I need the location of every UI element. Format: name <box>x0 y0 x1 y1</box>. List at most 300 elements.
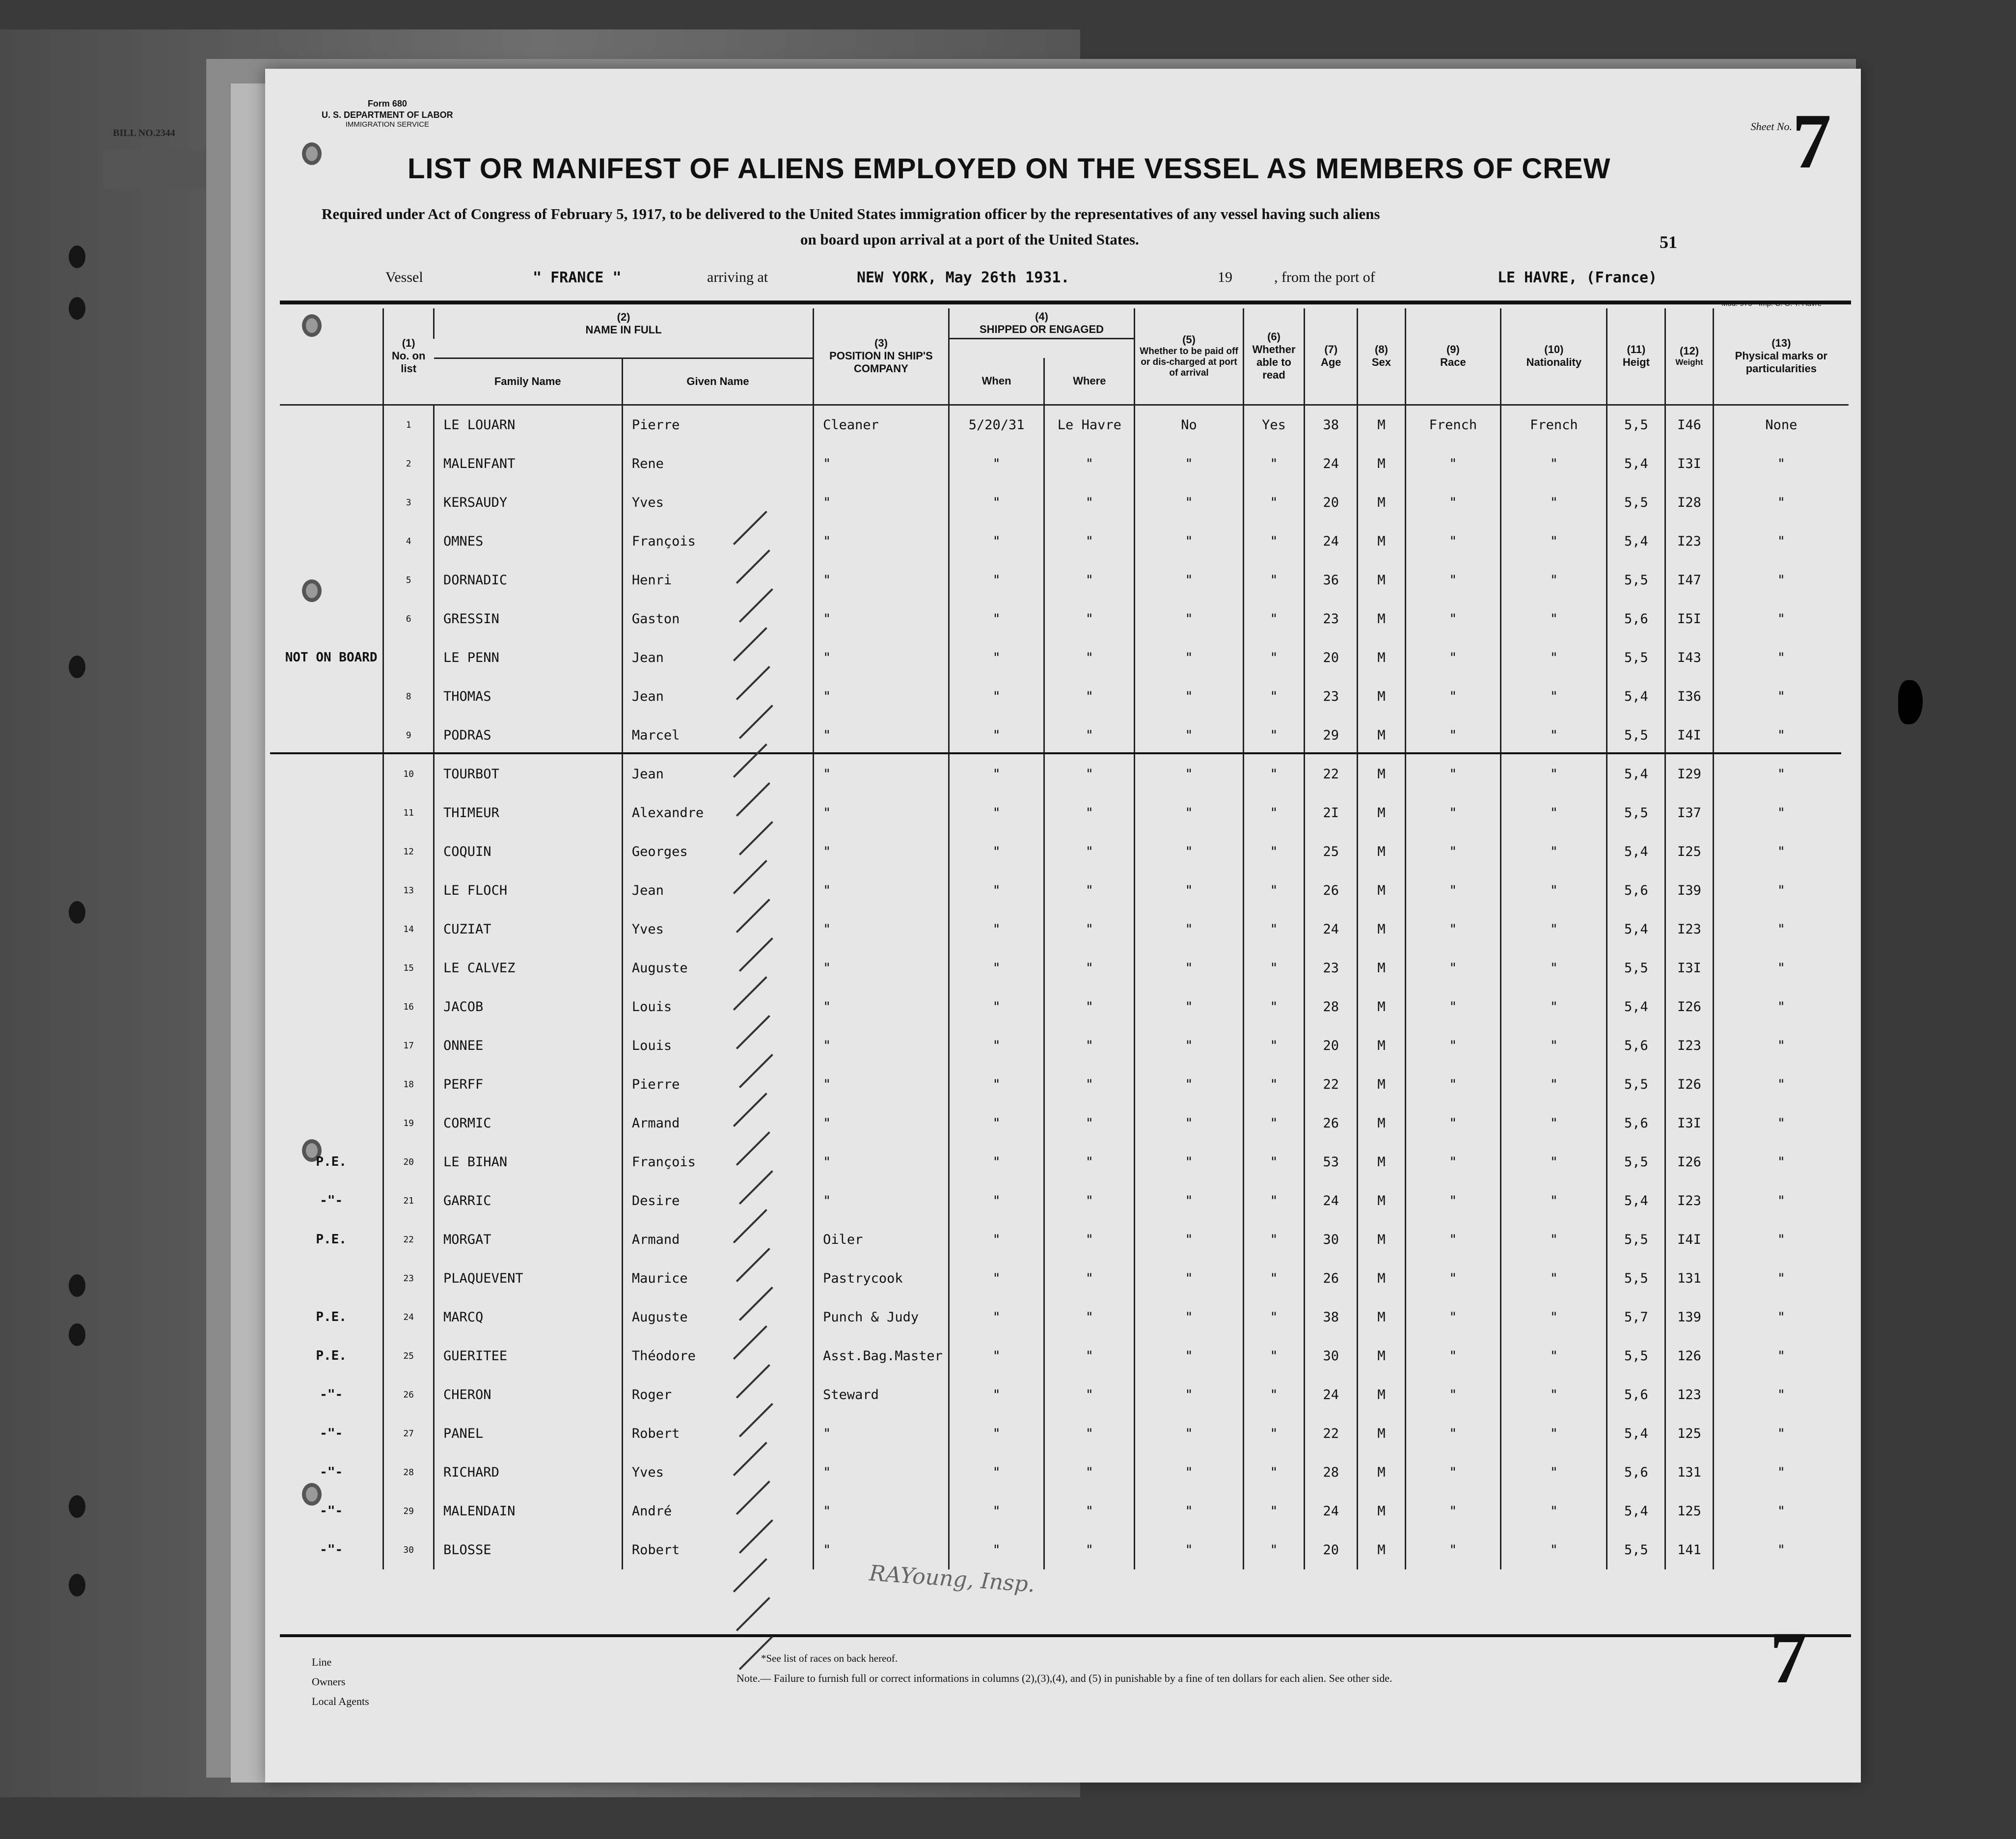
row-number-cell: 11 <box>383 794 434 832</box>
paid-off-cell: " <box>1135 600 1244 638</box>
able-to-read-cell: " <box>1243 910 1304 949</box>
physical-marks-cell: " <box>1713 1337 1849 1375</box>
race-cell: " <box>1405 1181 1501 1220</box>
margin-note-cell <box>280 794 383 832</box>
paid-off-cell: " <box>1135 949 1244 988</box>
position-cell: " <box>814 794 949 832</box>
race-cell: " <box>1405 910 1501 949</box>
able-to-read-cell: " <box>1243 1298 1304 1337</box>
position-cell: Steward <box>814 1375 949 1414</box>
sex-cell: M <box>1358 1298 1405 1337</box>
binder-hole <box>69 297 85 320</box>
family-name-cell: THOMAS <box>434 677 623 716</box>
weight-cell: I28 <box>1665 483 1713 522</box>
col-number-label: (12) <box>1679 345 1699 357</box>
shipped-where-cell: " <box>1044 1531 1135 1569</box>
row-number-cell: 28 <box>383 1453 434 1492</box>
crew-rows <box>280 405 1849 1569</box>
col-number-label: (1) <box>402 337 415 350</box>
paid-off-cell: " <box>1135 1181 1244 1220</box>
height-cell: 5,6 <box>1607 1104 1665 1143</box>
shipped-when-cell: " <box>949 949 1044 988</box>
col-label: Sex <box>1371 356 1391 369</box>
family-name-cell: PODRAS <box>434 716 623 755</box>
able-to-read-cell: " <box>1243 638 1304 677</box>
weight-cell: 123 <box>1665 1375 1713 1414</box>
given-name-cell: Robert <box>622 1414 813 1453</box>
given-name-cell: Théodore <box>622 1337 813 1375</box>
shipped-when-cell: " <box>949 1531 1044 1569</box>
paid-off-cell: " <box>1135 1104 1244 1143</box>
height-cell: 5,6 <box>1607 871 1665 910</box>
physical-marks-cell: " <box>1713 1453 1849 1492</box>
position-cell: " <box>814 1453 949 1492</box>
position-cell: " <box>814 871 949 910</box>
given-name-cell: Armand <box>622 1104 813 1143</box>
shipped-where-cell: " <box>1044 1143 1135 1181</box>
physical-marks-cell: " <box>1713 910 1849 949</box>
margin-note-cell: -"- <box>320 1504 343 1518</box>
table-row <box>280 988 1849 1026</box>
age-cell: 26 <box>1305 1259 1358 1298</box>
family-name-cell: GRESSIN <box>434 600 623 638</box>
sex-cell: M <box>1358 561 1405 600</box>
margin-note-cell <box>280 949 383 988</box>
weight-cell: 126 <box>1665 1337 1713 1375</box>
shipped-where-cell: " <box>1044 1337 1135 1375</box>
binder-hole <box>69 656 85 678</box>
age-cell: 24 <box>1305 444 1358 483</box>
family-name-cell: PERFF <box>434 1065 623 1104</box>
height-cell: 5,5 <box>1607 1065 1665 1104</box>
family-name-cell: OMNES <box>434 522 623 561</box>
row-number-cell: 30 <box>383 1531 434 1569</box>
weight-cell: I26 <box>1665 1143 1713 1181</box>
col-read-header <box>1243 308 1304 405</box>
paid-off-cell: " <box>1135 1065 1244 1104</box>
family-name-cell: MORGAT <box>434 1220 623 1259</box>
race-cell: " <box>1405 832 1501 871</box>
margin-header <box>280 308 383 405</box>
table-row <box>280 794 1849 832</box>
nationality-cell: " <box>1501 1453 1607 1492</box>
height-cell: 5,4 <box>1607 988 1665 1026</box>
shipped-where-cell: " <box>1044 1065 1135 1104</box>
table-row <box>280 1143 1849 1181</box>
col-paid-header <box>1135 308 1244 405</box>
physical-marks-cell: " <box>1713 444 1849 483</box>
sex-cell: M <box>1358 910 1405 949</box>
able-to-read-cell: " <box>1243 871 1304 910</box>
sex-cell: M <box>1358 1143 1405 1181</box>
nationality-cell: " <box>1501 871 1607 910</box>
paid-off-cell: " <box>1135 716 1244 755</box>
paid-off-cell: " <box>1135 832 1244 871</box>
weight-cell: I5I <box>1665 600 1713 638</box>
weight-cell: I23 <box>1665 910 1713 949</box>
physical-marks-cell: " <box>1713 1181 1849 1220</box>
weight-cell: I43 <box>1665 638 1713 677</box>
paid-off-cell: " <box>1135 638 1244 677</box>
check-mark <box>736 1597 770 1631</box>
sex-cell: M <box>1358 1181 1405 1220</box>
able-to-read-cell: " <box>1243 600 1304 638</box>
shipped-spacer <box>949 339 1134 358</box>
physical-marks-cell: " <box>1713 1026 1849 1065</box>
race-cell: " <box>1405 600 1501 638</box>
height-cell: 5,6 <box>1607 600 1665 638</box>
family-name-cell: TOURBOT <box>434 755 623 794</box>
able-to-read-cell: " <box>1243 755 1304 794</box>
footer-labels <box>312 1652 369 1711</box>
row-number-cell: 19 <box>383 1104 434 1143</box>
shipped-where-cell: " <box>1044 1298 1135 1337</box>
height-cell: 5,4 <box>1607 677 1665 716</box>
position-cell: " <box>814 522 949 561</box>
sex-cell: M <box>1358 1375 1405 1414</box>
physical-marks-cell: " <box>1713 1065 1849 1104</box>
shipped-when-cell: " <box>949 638 1044 677</box>
weight-cell: 139 <box>1665 1298 1713 1337</box>
margin-note-cell <box>280 755 383 794</box>
paid-off-cell: No <box>1135 405 1244 444</box>
table-row <box>280 561 1849 600</box>
height-cell: 5,4 <box>1607 832 1665 871</box>
position-cell: " <box>814 1414 949 1453</box>
race-cell: " <box>1405 561 1501 600</box>
col-label: Physical marks or particularities <box>1735 350 1827 375</box>
given-name-cell: François <box>622 522 813 561</box>
able-to-read-cell: " <box>1243 988 1304 1026</box>
shipped-when-cell: " <box>949 755 1044 794</box>
given-name-cell: Pierre <box>622 405 813 444</box>
paid-off-cell: " <box>1135 755 1244 794</box>
margin-note-cell <box>280 1104 383 1143</box>
vessel-label: Vessel <box>385 269 423 285</box>
bottom-sheet-number: 7 <box>1770 1617 1807 1699</box>
nationality-cell: " <box>1501 600 1607 638</box>
position-cell: " <box>814 444 949 483</box>
age-cell: 30 <box>1305 1220 1358 1259</box>
margin-note-cell <box>280 988 383 1026</box>
nationality-cell: " <box>1501 910 1607 949</box>
row-number-cell: 3 <box>383 483 434 522</box>
position-cell: " <box>814 755 949 794</box>
row-number-cell: 6 <box>383 600 434 638</box>
able-to-read-cell: " <box>1243 483 1304 522</box>
margin-note-cell <box>280 561 383 600</box>
height-cell: 5,5 <box>1607 561 1665 600</box>
age-cell: 2I <box>1305 794 1358 832</box>
table-row <box>280 1065 1849 1104</box>
sheet-total: 51 <box>1660 232 1677 252</box>
table-row <box>280 677 1849 716</box>
race-cell: " <box>1405 794 1501 832</box>
position-cell: " <box>814 1065 949 1104</box>
table-row <box>280 1492 1849 1531</box>
shipped-where-cell: " <box>1044 949 1135 988</box>
shipped-where-cell: " <box>1044 522 1135 561</box>
col-weight-header <box>1665 308 1713 405</box>
col-number-label: (13) <box>1771 337 1791 350</box>
sex-cell: M <box>1358 1259 1405 1298</box>
sex-cell: M <box>1358 1026 1405 1065</box>
paid-off-cell: " <box>1135 677 1244 716</box>
shipped-where-cell: " <box>1044 483 1135 522</box>
paid-off-cell: " <box>1135 561 1244 600</box>
margin-note-cell: -"- <box>320 1426 343 1441</box>
paid-off-cell: " <box>1135 1143 1244 1181</box>
family-name-cell: ONNEE <box>434 1026 623 1065</box>
nationality-cell: " <box>1501 794 1607 832</box>
given-name-cell: Desire <box>622 1181 813 1220</box>
nationality-cell: " <box>1501 1065 1607 1104</box>
col-when-header: When <box>949 358 1044 405</box>
shipped-when-cell: " <box>949 677 1044 716</box>
department-name: U. S. DEPARTMENT OF LABOR <box>322 110 453 120</box>
row-number-cell: 18 <box>383 1065 434 1104</box>
row-number-cell: 4 <box>383 522 434 561</box>
able-to-read-cell: " <box>1243 1492 1304 1531</box>
shipped-where-cell: " <box>1044 1220 1135 1259</box>
age-cell: 24 <box>1305 1181 1358 1220</box>
nationality-cell: " <box>1501 716 1607 755</box>
height-cell: 5,4 <box>1607 444 1665 483</box>
arrival-info: NEW YORK, May 26th 1931. <box>857 269 1070 286</box>
table-row <box>280 1298 1849 1337</box>
nationality-cell: " <box>1501 832 1607 871</box>
height-cell: 5,4 <box>1607 1181 1665 1220</box>
physical-marks-cell: " <box>1713 1375 1849 1414</box>
age-cell: 24 <box>1305 1375 1358 1414</box>
age-cell: 23 <box>1305 949 1358 988</box>
table-row <box>280 1375 1849 1414</box>
position-cell: " <box>814 1181 949 1220</box>
position-cell: " <box>814 910 949 949</box>
age-cell: 36 <box>1305 561 1358 600</box>
family-name-cell: THIMEUR <box>434 794 623 832</box>
height-cell: 5,6 <box>1607 1375 1665 1414</box>
shipped-when-cell: " <box>949 794 1044 832</box>
height-cell: 5,5 <box>1607 1337 1665 1375</box>
sex-cell: M <box>1358 1065 1405 1104</box>
physical-marks-cell: " <box>1713 1104 1849 1143</box>
physical-marks-cell: " <box>1713 755 1849 794</box>
able-to-read-cell: " <box>1243 1453 1304 1492</box>
age-cell: 22 <box>1305 1414 1358 1453</box>
col-shipped-header <box>949 308 1134 339</box>
col-race-header <box>1405 308 1501 405</box>
given-name-cell: Jean <box>622 871 813 910</box>
weight-cell: I36 <box>1665 677 1713 716</box>
weight-cell: I4I <box>1665 1220 1713 1259</box>
physical-marks-cell: " <box>1713 483 1849 522</box>
able-to-read-cell: " <box>1243 1414 1304 1453</box>
nationality-cell: " <box>1501 949 1607 988</box>
family-name-cell: MALENFANT <box>434 444 623 483</box>
col-number-label: (9) <box>1446 343 1460 356</box>
table-row <box>280 1414 1849 1453</box>
race-cell: " <box>1405 522 1501 561</box>
row-number-cell <box>383 638 434 677</box>
sex-cell: M <box>1358 405 1405 444</box>
weight-cell: I3I <box>1665 1104 1713 1143</box>
margin-note-cell <box>280 832 383 871</box>
position-cell: " <box>814 988 949 1026</box>
shipped-where-cell: " <box>1044 1026 1135 1065</box>
shipped-when-cell: " <box>949 483 1044 522</box>
col-family-header: Family Name <box>434 358 623 405</box>
col-name-header <box>434 308 814 339</box>
vessel-name: " FRANCE " <box>533 269 622 286</box>
form-header <box>322 98 453 130</box>
position-cell: " <box>814 483 949 522</box>
shipped-when-cell: " <box>949 561 1044 600</box>
height-cell: 5,5 <box>1607 1531 1665 1569</box>
race-cell: " <box>1405 1453 1501 1492</box>
nationality-cell: French <box>1501 405 1607 444</box>
given-name-cell: Roger <box>622 1375 813 1414</box>
race-cell: " <box>1405 1220 1501 1259</box>
table-row <box>280 483 1849 522</box>
position-cell: " <box>814 1104 949 1143</box>
shipped-when-cell: " <box>949 1453 1044 1492</box>
shipped-when-cell: " <box>949 716 1044 755</box>
weight-cell: I37 <box>1665 794 1713 832</box>
col-where-header: Where <box>1044 358 1135 405</box>
nationality-cell: " <box>1501 522 1607 561</box>
able-to-read-cell: " <box>1243 1337 1304 1375</box>
position-cell: Cleaner <box>814 405 949 444</box>
physical-marks-cell: " <box>1713 522 1849 561</box>
footer-rule <box>280 1634 1851 1637</box>
shipped-where-cell: " <box>1044 600 1135 638</box>
shipped-where-cell: " <box>1044 1104 1135 1143</box>
table-row <box>280 405 1849 444</box>
height-cell: 5,6 <box>1607 1453 1665 1492</box>
table-row <box>280 522 1849 561</box>
age-cell: 28 <box>1305 988 1358 1026</box>
physical-marks-cell: " <box>1713 600 1849 638</box>
weight-cell: I4I <box>1665 716 1713 755</box>
able-to-read-cell: " <box>1243 1375 1304 1414</box>
family-name-cell: GUERITEE <box>434 1337 623 1375</box>
sex-cell: M <box>1358 677 1405 716</box>
col-number-label: (5) <box>1182 333 1196 346</box>
weight-cell: I25 <box>1665 832 1713 871</box>
table-row <box>280 1531 1849 1569</box>
physical-marks-cell: " <box>1713 988 1849 1026</box>
col-label: POSITION IN SHIP'S COMPANY <box>829 350 933 375</box>
paid-off-cell: " <box>1135 444 1244 483</box>
shipped-where-cell: " <box>1044 794 1135 832</box>
from-port: LE HAVRE, (France) <box>1498 269 1658 286</box>
family-name-cell: PLAQUEVENT <box>434 1259 623 1298</box>
col-label: SHIPPED OR ENGAGED <box>980 323 1104 335</box>
sex-cell: M <box>1358 1220 1405 1259</box>
weight-cell: 131 <box>1665 1259 1713 1298</box>
col-label: Weight <box>1675 357 1703 367</box>
table-row <box>280 1220 1849 1259</box>
weight-cell: I39 <box>1665 871 1713 910</box>
age-cell: 26 <box>1305 871 1358 910</box>
col-label: Whether able to read <box>1252 343 1296 382</box>
crew-table <box>280 308 1849 1569</box>
header-rule <box>280 301 1851 304</box>
family-name-cell: JACOB <box>434 988 623 1026</box>
weight-cell: I3I <box>1665 444 1713 483</box>
age-cell: 38 <box>1305 1298 1358 1337</box>
shipped-where-cell: Le Havre <box>1044 405 1135 444</box>
shipped-where-cell: " <box>1044 755 1135 794</box>
margin-note-cell <box>280 483 383 522</box>
position-cell: " <box>814 600 949 638</box>
family-name-cell: LE FLOCH <box>434 871 623 910</box>
age-cell: 29 <box>1305 716 1358 755</box>
shipped-where-cell: " <box>1044 1259 1135 1298</box>
family-name-cell: GARRIC <box>434 1181 623 1220</box>
nationality-cell: " <box>1501 1492 1607 1531</box>
col-label: Age <box>1320 356 1341 369</box>
paid-off-cell: " <box>1135 1375 1244 1414</box>
ink-blot <box>1898 680 1923 724</box>
paid-off-cell: " <box>1135 483 1244 522</box>
weight-cell: 141 <box>1665 1531 1713 1569</box>
shipped-when-cell: " <box>949 1259 1044 1298</box>
given-name-cell: André <box>622 1492 813 1531</box>
nationality-cell: " <box>1501 755 1607 794</box>
paid-off-cell: " <box>1135 988 1244 1026</box>
height-cell: 5,5 <box>1607 405 1665 444</box>
race-cell: " <box>1405 1414 1501 1453</box>
sex-cell: M <box>1358 1531 1405 1569</box>
shipped-when-cell: " <box>949 910 1044 949</box>
age-cell: 23 <box>1305 600 1358 638</box>
race-cell: " <box>1405 1337 1501 1375</box>
able-to-read-cell: " <box>1243 1065 1304 1104</box>
position-cell: Pastrycook <box>814 1259 949 1298</box>
able-to-read-cell: " <box>1243 1181 1304 1220</box>
given-name-cell: Louis <box>622 988 813 1026</box>
table-row <box>280 871 1849 910</box>
family-name-cell: DORNADIC <box>434 561 623 600</box>
weight-cell: I46 <box>1665 405 1713 444</box>
inspector-signature: RAYoung, Insp. <box>868 1561 1036 1597</box>
given-name-cell: Maurice <box>622 1259 813 1298</box>
able-to-read-cell: " <box>1243 794 1304 832</box>
race-cell: " <box>1405 755 1501 794</box>
sex-cell: M <box>1358 871 1405 910</box>
race-footnote: *See list of races on back hereof. <box>761 1652 898 1664</box>
physical-marks-cell: " <box>1713 832 1849 871</box>
penalty-note: Note.— Failure to furnish full or correct informations in columns (2),(3),(4), and (5) in punishable by a fine of ten dollars for each alien. See other side. <box>736 1672 1392 1684</box>
table-row <box>280 1104 1849 1143</box>
ring-hole <box>302 142 322 165</box>
able-to-read-cell: " <box>1243 561 1304 600</box>
physical-marks-cell: " <box>1713 677 1849 716</box>
age-cell: 38 <box>1305 405 1358 444</box>
margin-note-cell <box>280 405 383 444</box>
nationality-cell: " <box>1501 1414 1607 1453</box>
race-cell: " <box>1405 988 1501 1026</box>
table-row <box>280 949 1849 988</box>
race-cell: " <box>1405 1531 1501 1569</box>
sex-cell: M <box>1358 1414 1405 1453</box>
paid-off-cell: " <box>1135 1337 1244 1375</box>
shipped-where-cell: " <box>1044 444 1135 483</box>
physical-marks-cell: None <box>1713 405 1849 444</box>
position-cell: " <box>814 832 949 871</box>
